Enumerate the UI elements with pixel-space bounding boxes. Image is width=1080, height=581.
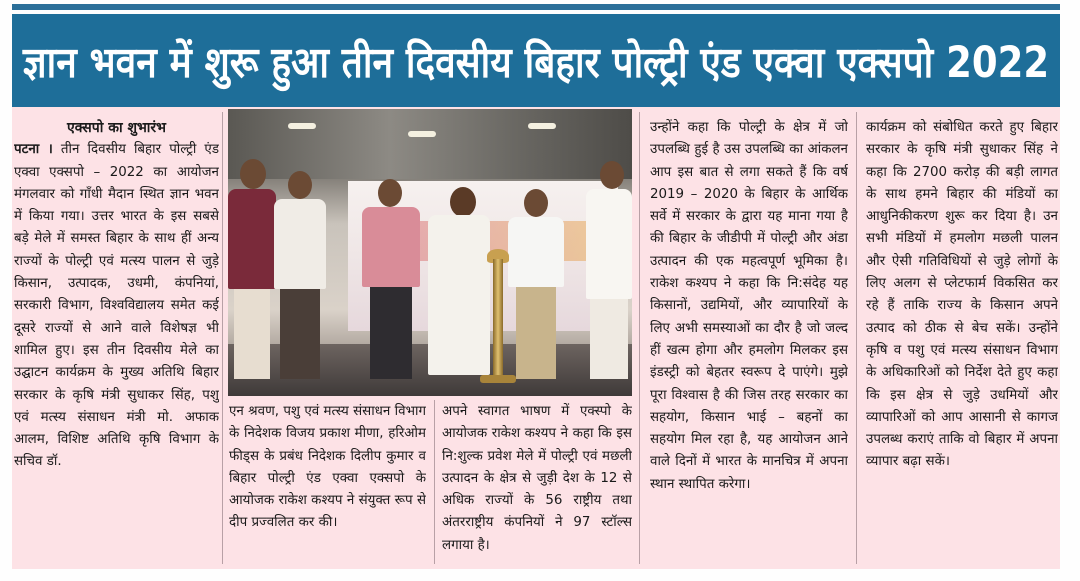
column-1-text (14, 139, 219, 473)
column-2-text: एन श्रवण, पशु एवं मत्स्य संसाधन विभाग के निदेशक विजय प्रकाश मीणा, हरिओम फीड्स के प्रबंध निदेशक दिलीप कुमार व बिहार पोल्ट्री एंड एक्वा एक्सपो के आयोजक राकेश कश्यप ने संयुक्त रूप से दीप प्रज्वलित कर की। (229, 404, 426, 531)
photo-ceiling (228, 109, 632, 179)
column-rule (434, 400, 435, 564)
headline: ज्ञान भवन में शुरू हुआ तीन दिवसीय बिहार पोल्ट्री एंड एक्वा एक्सपो 2022 (22, 38, 1050, 88)
photo-lamp-stand (493, 259, 503, 379)
column-5 (866, 117, 1058, 565)
column-3-text: अपने स्वागत भाषण में एक्स्पो के आयोजक राकेश कश्यप ने कहा कि इस नि:शुल्क प्रवेश मेले में पोल्ट्री एवं मछली उत्पादन के क्षेत्र से जुड़ी देश के 12 से अधिक राज्यों के 56 राष्ट्रीय तथा अंतरराष्ट्रीय कंपनियों ने 97 स्टॉल्स लगाया है। (442, 404, 632, 553)
column-rule (856, 112, 857, 564)
column-3 (442, 401, 632, 565)
column-rule (222, 112, 223, 564)
column-rule (639, 112, 640, 564)
photo-light (528, 123, 556, 129)
event-photo (228, 109, 632, 396)
column-5-text: कार्यक्रम को संबोधित करते हुए बिहार सरकार के कृषि मंत्री सुधाकर सिंह ने कहा कि 2700 करोड़ की बड़ी लागत के साथ हमने बिहार की मंडियों का आधुनिकीकरण शुरू कर दिया है। उन सभी मंडियों में हमलोग मछली पालन और ऐसी गतिविधियों से जुड़े लोगों के लिए अलग से प्लेटफार्म विकसित कर रहे हैं ताकि राज्य के किसान अपने उत्पाद को ठीक से बेच सकें। उन्होंने कृषि व पशु एवं मत्स्य संसाधन विभाग के अधिकारिओं को निर्देश देते हुए कहा कि इस क्षेत्र से जुड़े उधमियों और व्यापारिओं को आप आसानी से कागज उपलब्ध कराएं ताकि वो बिहार में अपना व्यापार बढ़ा सकें। (866, 120, 1058, 470)
column-2 (229, 401, 426, 565)
headline-banner (12, 14, 1060, 107)
photo-light (408, 131, 436, 137)
column-4 (650, 117, 848, 565)
column-1 (14, 117, 219, 565)
column-4-text: उन्होंने कहा कि पोल्ट्री के क्षेत्र में जो उपलब्धि हुई है उस उपलब्धि का आंकलन आप इस बात से लगा सकते हैं कि वर्ष 2019 – 2020 के बिहार के आर्थिक सर्वे में सरकार के द्वारा यह माना गया है की बिहार के जीडीपी में पोल्ट्री और अंडा उत्पादन की एक महत्वपूर्ण भूमिका है। राकेश कश्यप ने कहा कि नि:संदेह यह किसानों, उद्यमियों, और व्यापारियों के लिए अभी समस्याओं का दौर है जो जल्द हीं खत्म होगा और हमलोग मिलकर इस इंडस्ट्री को बेहतर स्वरूप दे पाएंगे। मुझे पूरा विश्वास है की जिस तरह सरकार का सहयोग, किसान भाई – बहनों का सहयोग मिल रहा है, यह आयोजन आने वाले दिनों में भारत के मानचित्र में अपना स्थान स्थापित करेगा। (650, 120, 848, 492)
photo-lamp-base (480, 375, 516, 383)
dateline: पटना । (14, 142, 53, 158)
top-rule (12, 4, 1060, 10)
column-1-body: तीन दिवसीय बिहार पोल्ट्री एंड एक्वा एक्सपो – 2022 का आयोजन मंगलवार को गाँधी मैदान स्थित ज्ञान भवन में किया गया। उत्तर भारत के इस सबसे बड़े मेले में समस्त बिहार के साथ हीं अन्य राज्यों के पोल्ट्री एवं मत्स्य पालन से जुड़े किसान, उत्पादक, उधमी, कंपनियां, सरकारी विभाग, विश्वविद्यालय समेत कई दूसरे राज्यों से आने वाले विशेषज्ञ भी शामिल हुए। इस तीन दिवसीय मेले का उद्घाटन कार्यक्रम के मुख्य अतिथि बिहार सरकार के कृषि मंत्री सुधाकर सिंह, पशु एवं मत्स्य संसाधन मंत्री मो. अफाक आलम, विशिष्ट अतिथि कृषि विभाग के सचिव डॉ. (14, 142, 219, 470)
subheading: एक्सपो का शुभारंभ (66, 120, 166, 136)
photo-light (288, 123, 316, 129)
